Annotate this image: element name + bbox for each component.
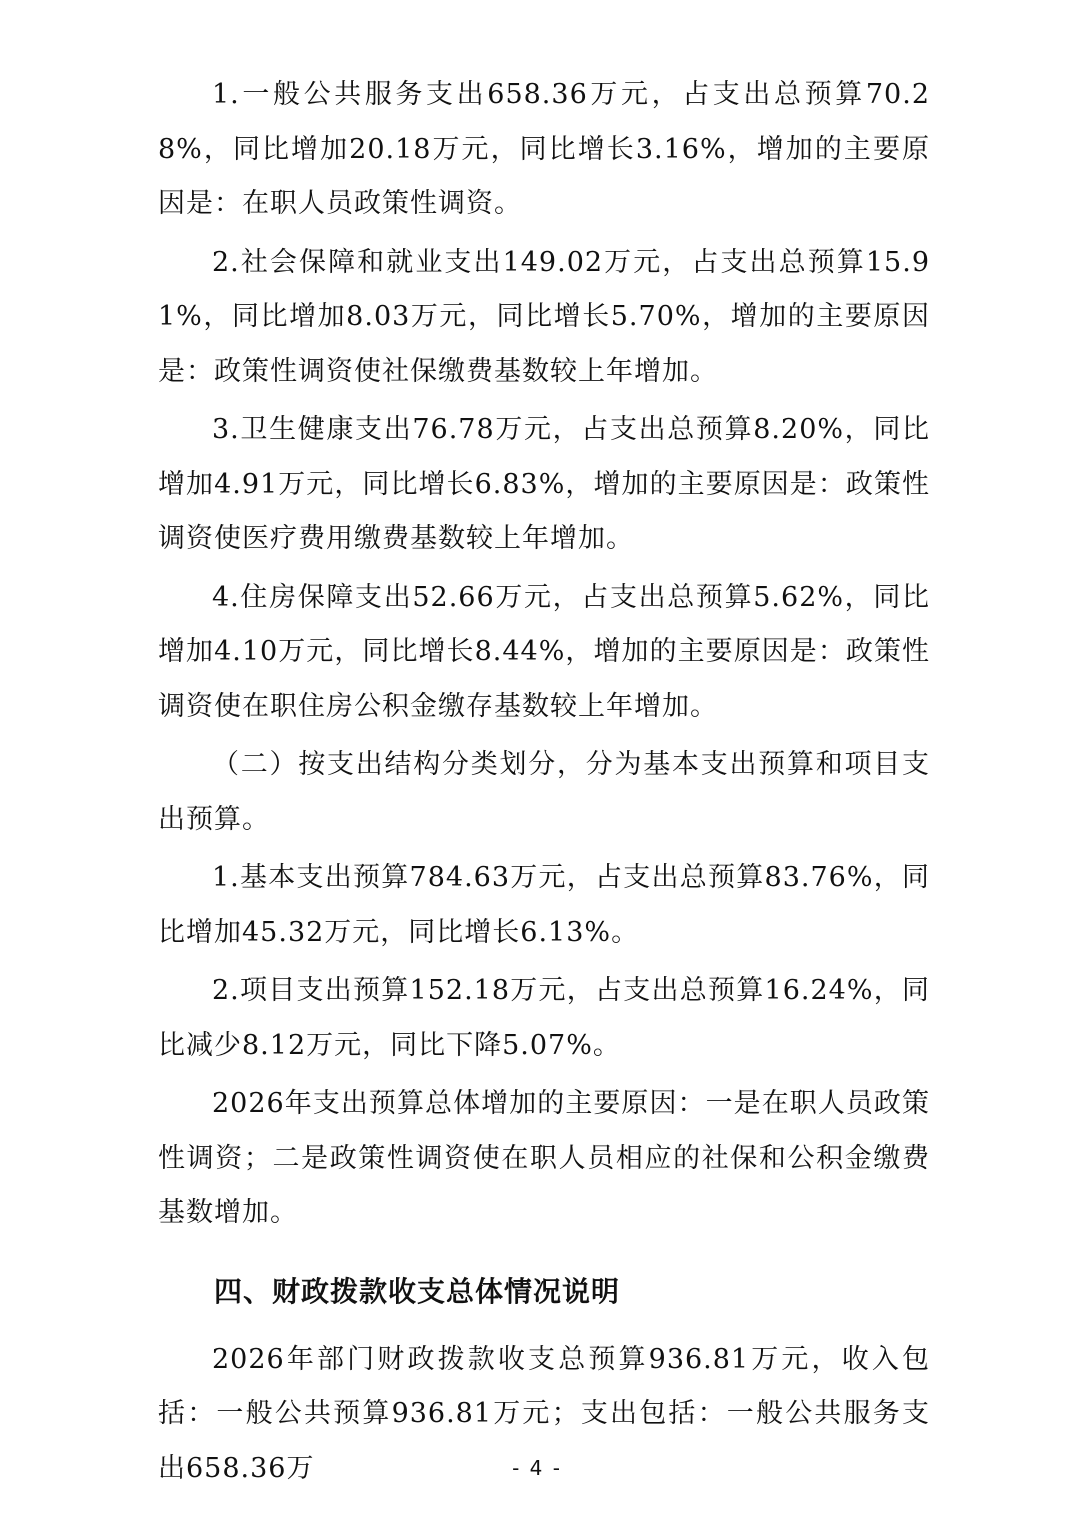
paragraph-social-security: 2.社会保障和就业支出149.02万元，占支出总预算15.91%，同比增加8.03万元，同比增长5.70%，增加的主要原因是：政策性调资使社保缴费基数较上年增加。 <box>158 246 930 387</box>
paragraph-project-expenditure: 2.项目支出预算152.18万元，占支出总预算16.24%，同比减少8.12万元，同比下降5.07%。 <box>158 975 930 1061</box>
document-body <box>158 68 930 1500</box>
paragraph-basic-expenditure: 1.基本支出预算784.63万元，占支出总预算83.76%，同比增加45.32万元，同比增长6.13%。 <box>158 862 930 948</box>
paragraph-general-public-service: 1.一般公共服务支出658.36万元，占支出总预算70.28%，同比增加20.18万元，同比增长3.16%，增加的主要原因是：在职人员政策性调资。 <box>158 79 930 219</box>
paragraph-health: 3.卫生健康支出76.78万元，占支出总预算8.20%，同比增加4.91万元，同比增长6.83%，增加的主要原因是：政策性调资使医疗费用缴费基数较上年增加。 <box>158 414 930 554</box>
paragraph-structure-classification: （二）按支出结构分类划分，分为基本支出预算和项目支出预算。 <box>158 749 930 835</box>
section-heading: 四、财政拨款收支总体情况说明 <box>214 1274 621 1308</box>
paragraph-fiscal-appropriation: 2026年部门财政拨款收支总预算936.81万元，收入包括：一般公共预算936.81万元；支出包括：一般公共服务支出658.36万 <box>158 1343 930 1484</box>
page-number: - 4 - <box>512 1456 562 1480</box>
paragraph-increase-reasons: 2026年支出预算总体增加的主要原因：一是在职人员政策性调资；二是政策性调资使在职人员相应的社保和公积金缴费基数增加。 <box>158 1088 930 1228</box>
paragraph-housing: 4.住房保障支出52.66万元，占支出总预算5.62%，同比增加4.10万元，同比增长8.44%，增加的主要原因是：政策性调资使在职住房公积金缴存基数较上年增加。 <box>158 581 930 722</box>
